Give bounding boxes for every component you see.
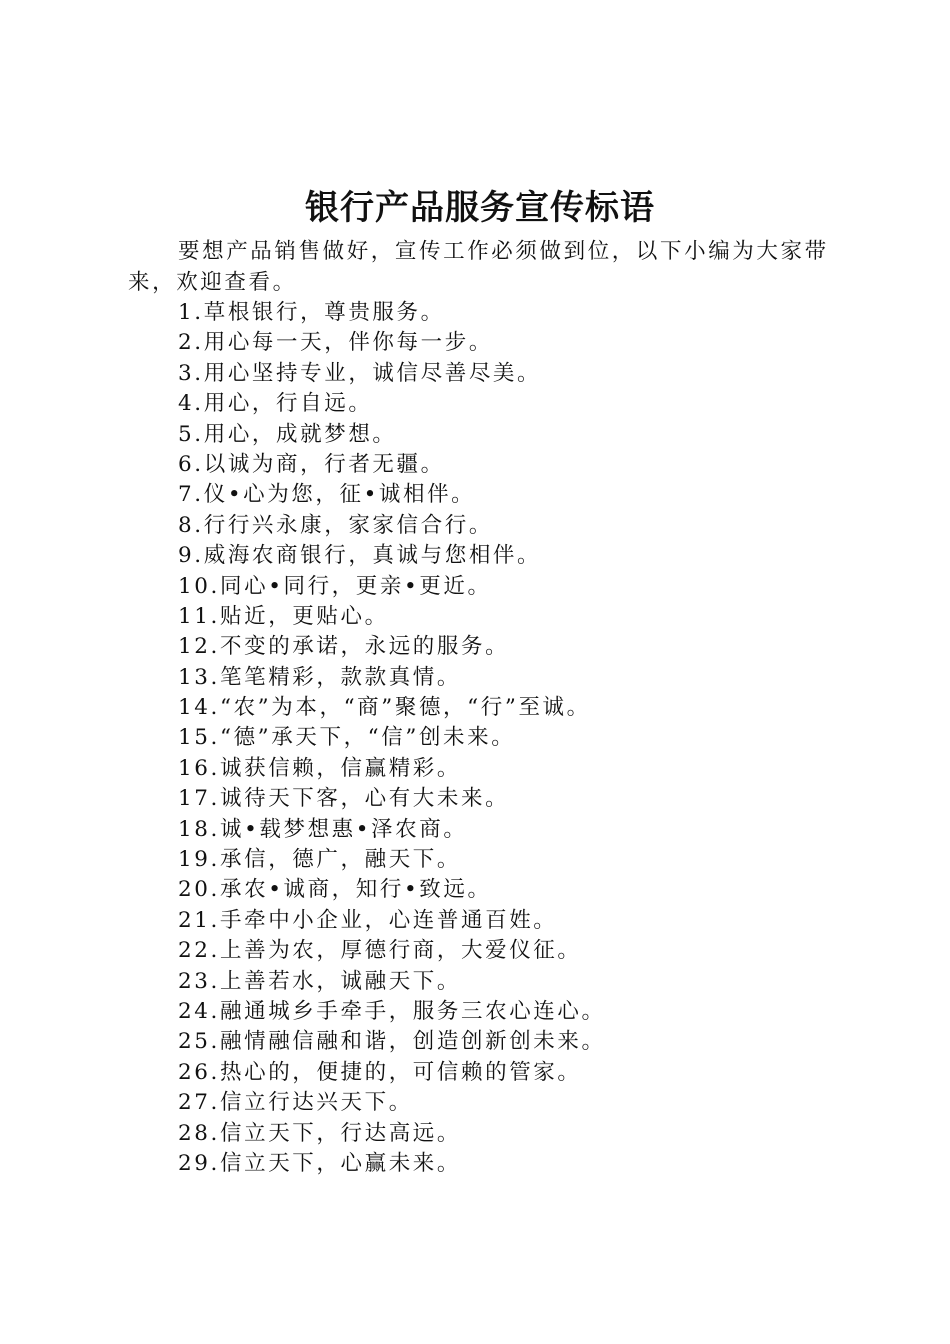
slogan-item: 21.手牵中小企业，心连普通百姓。: [178, 907, 558, 933]
document-title: 银行产品服务宣传标语: [305, 188, 655, 228]
slogan-item: 6.以诚为商，行者无疆。: [178, 451, 445, 477]
slogan-list: [178, 298, 606, 1179]
slogan-item: 26.热心的，便捷的，可信赖的管家。: [178, 1059, 582, 1085]
intro-paragraph: 要想产品销售做好，宣传工作必须做到位，以下小编为大家带来，欢迎查看。: [128, 239, 829, 295]
slogan-item: 29.信立天下，心赢未来。: [178, 1150, 461, 1176]
slogan-item: 20.承农•诚商，知行•致远。: [178, 877, 492, 903]
slogan-item: 5.用心，成就梦想。: [178, 421, 397, 447]
slogan-item: 2.用心每一天，伴你每一步。: [178, 330, 493, 356]
slogan-item: 12.不变的承诺，永远的服务。: [178, 634, 510, 660]
slogan-item: 18.诚•载梦想惠•泽农商。: [178, 816, 468, 842]
slogan-item: 25.融情融信融和谐，创造创新创未来。: [178, 1029, 606, 1055]
slogan-item: 28.信立天下，行达高远。: [178, 1120, 461, 1146]
slogan-item: 11.贴近，更贴心。: [178, 603, 389, 629]
slogan-item: 8.行行兴永康，家家信合行。: [178, 512, 493, 538]
slogan-item: 4.用心，行自远。: [178, 391, 373, 417]
slogan-item: 1.草根银行，尊贵服务。: [178, 300, 445, 325]
slogan-item: 22.上善为农，厚德行商，大爱仪征。: [178, 938, 582, 964]
slogan-item: 27.信立行达兴天下。: [178, 1090, 413, 1116]
slogan-item: 14.“农”为本，“商”聚德，“行”至诚。: [178, 695, 591, 721]
slogan-item: 9.威海农商银行，真诚与您相伴。: [178, 543, 542, 569]
slogan-item: 10.同心•同行，更亲•更近。: [178, 573, 492, 599]
slogan-item: 16.诚获信赖，信赢精彩。: [178, 755, 461, 781]
slogan-item: 13.笔笔精彩，款款真情。: [178, 664, 461, 690]
slogan-item: 3.用心坚持专业，诚信尽善尽美。: [178, 360, 542, 386]
slogan-item: 19.承信，德广，融天下。: [178, 847, 461, 873]
slogan-item: 17.诚待天下客，心有大未来。: [178, 786, 510, 812]
slogan-item: 24.融通城乡手牵手，服务三农心连心。: [178, 998, 606, 1024]
slogan-item: 7.仪•心为您，征•诚相伴。: [178, 482, 476, 508]
slogan-item: 23.上善若水，诚融天下。: [178, 968, 461, 994]
slogan-item: 15.“德”承天下，“信”创未来。: [178, 725, 516, 751]
